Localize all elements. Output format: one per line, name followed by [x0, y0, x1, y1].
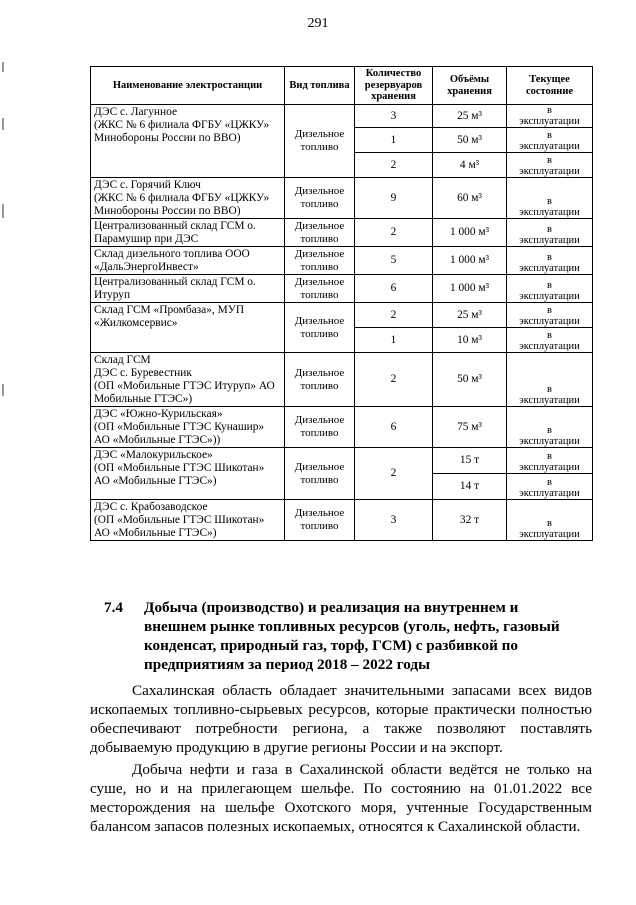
- power-stations-table: [90, 66, 593, 541]
- station-name-cell: [91, 105, 285, 178]
- cell-line: топливо: [300, 232, 339, 245]
- margin-mark: [2, 384, 4, 396]
- tank-count-cell: 3: [355, 105, 433, 128]
- cell-line: эксплуатации: [519, 141, 580, 152]
- storage-volume-cell: 50 м³: [433, 128, 507, 153]
- storage-volume-cell: 1 000 м³: [433, 219, 507, 247]
- margin-mark: [2, 62, 4, 72]
- storage-volume-cell: 14 т: [433, 474, 507, 500]
- storage-volume-cell: 50 м³: [433, 353, 507, 407]
- fuel-type-cell: [285, 303, 355, 353]
- cell-line: Парамушир при ДЭС: [94, 233, 199, 245]
- station-name-cell: [91, 219, 285, 247]
- table-row: [91, 448, 593, 474]
- cell-line: эксплуатации: [519, 316, 580, 327]
- tank-count-cell: 3: [355, 500, 433, 541]
- cell-line: в: [547, 305, 552, 316]
- table-row: [91, 275, 593, 303]
- station-name-cell: [91, 448, 285, 500]
- status-cell: [507, 219, 593, 247]
- table-row: [91, 219, 593, 247]
- tank-count-cell: 6: [355, 407, 433, 448]
- cell-line: в: [547, 280, 552, 291]
- cell-line: Склад ГСМ «Промбаза», МУП: [94, 304, 245, 316]
- cell-line: топливо: [300, 427, 339, 439]
- cell-line: Дизельное: [294, 366, 345, 379]
- cell-line: в: [547, 196, 552, 207]
- cell-line: эксплуатации: [519, 263, 580, 274]
- cell-line: (ОП «Мобильные ГТЭС Шикотан»: [94, 462, 265, 474]
- cell-line: эксплуатации: [519, 235, 580, 246]
- cell-line: топливо: [300, 260, 339, 273]
- cell-line: в: [547, 330, 552, 341]
- status-cell: [507, 474, 593, 500]
- cell-line: ДЭС с. Буревестник: [94, 367, 192, 379]
- status-cell: [507, 353, 593, 407]
- header-fuel-type: Вид топлива: [285, 67, 355, 105]
- margin-mark: [2, 204, 4, 218]
- tank-count-cell: 2: [355, 303, 433, 328]
- cell-line: Мобильные ГТЭС»): [94, 393, 193, 405]
- cell-line: в: [547, 252, 552, 263]
- tank-count-cell: 1: [355, 328, 433, 353]
- cell-line: АО «Мобильные ГТЭС»): [94, 527, 217, 539]
- cell-line: топливо: [300, 379, 339, 392]
- header-storage-volume: Объёмы хранения: [433, 67, 507, 105]
- tank-count-cell: 2: [355, 219, 433, 247]
- table-row: [91, 105, 593, 128]
- station-name-cell: [91, 353, 285, 407]
- fuel-type-cell: [285, 407, 355, 448]
- station-name-cell: [91, 178, 285, 219]
- table-row: [91, 303, 593, 328]
- cell-line: ДЭС «Южно-Курильская»: [94, 408, 223, 420]
- cell-line: (ОП «Мобильные ГТЭС Кунашир»: [94, 421, 265, 433]
- cell-line: эксплуатации: [519, 529, 580, 540]
- cell-line: топливо: [300, 198, 339, 210]
- station-name-cell: [91, 407, 285, 448]
- storage-volume-cell: 1 000 м³: [433, 247, 507, 275]
- cell-line: Минобороны России по ВВО): [94, 132, 241, 144]
- cell-line: Дизельное: [294, 247, 345, 260]
- storage-volume-cell: 75 м³: [433, 407, 507, 448]
- table-header-row: [91, 67, 593, 105]
- cell-line: топливо: [300, 288, 339, 301]
- tank-count-cell: 6: [355, 275, 433, 303]
- cell-line: в: [547, 155, 552, 166]
- cell-line: в: [547, 518, 552, 529]
- header-station-name: Наименование электростанции: [91, 67, 285, 105]
- status-cell: [507, 247, 593, 275]
- cell-line: Дизельное: [294, 414, 345, 426]
- storage-volume-cell: 1 000 м³: [433, 275, 507, 303]
- cell-line: (ОП «Мобильные ГТЭС Шикотан»: [94, 514, 265, 526]
- paragraph: Сахалинская область обладает значительными запасами всех видов ископаемых топливно-сырьевых ресурсов, которые практически полностью обеспечивают потребности региона, а также позволяют поставлять добываемую продукцию в другие регионы России и на экспорт.: [90, 682, 592, 756]
- fuel-type-cell: [285, 500, 355, 541]
- cell-line: топливо: [300, 473, 339, 486]
- cell-line: эксплуатации: [519, 207, 580, 218]
- status-cell: [507, 407, 593, 448]
- cell-line: Дизельное: [294, 275, 345, 288]
- cell-line: Минобороны России по ВВО): [94, 205, 241, 217]
- paragraph: Добыча нефти и газа в Сахалинской области ведётся не только на суше, но и на прилегающем шельфе. По состоянию на 01.01.2022 все месторождения на шельфе Охотского моря, учтенные Государственным балансом запасов полезных ископаемых, относятся к Сахалинской области.: [90, 761, 592, 835]
- tank-count-cell: 1: [355, 128, 433, 153]
- cell-line: АО «Мобильные ГТЭС»)): [94, 434, 221, 446]
- table-row: [91, 353, 593, 407]
- cell-line: эксплуатации: [519, 395, 580, 406]
- status-cell: [507, 128, 593, 153]
- cell-line: в: [547, 425, 552, 436]
- section-number: 7.4: [104, 599, 123, 616]
- tank-count-cell: 2: [355, 448, 433, 500]
- status-cell: [507, 328, 593, 353]
- station-name-cell: [91, 247, 285, 275]
- cell-line: Дизельное: [294, 314, 345, 327]
- fuel-type-cell: [285, 353, 355, 407]
- cell-line: Дизельное: [294, 507, 345, 519]
- cell-line: эксплуатации: [519, 462, 580, 473]
- body-text: [90, 681, 592, 836]
- cell-line: Итуруп: [94, 289, 131, 301]
- cell-line: Склад ГСМ: [94, 354, 151, 366]
- cell-line: ДЭС с. Горячий Ключ: [94, 179, 201, 191]
- cell-line: топливо: [300, 520, 339, 532]
- status-cell: [507, 448, 593, 474]
- storage-volume-cell: 10 м³: [433, 328, 507, 353]
- page-number: 291: [307, 16, 329, 31]
- cell-line: в: [547, 384, 552, 395]
- cell-line: Централизованный склад ГСМ о.: [94, 220, 256, 232]
- table-row: [91, 407, 593, 448]
- cell-line: в: [547, 105, 552, 116]
- fuel-type-cell: [285, 247, 355, 275]
- fuel-type-cell: [285, 105, 355, 178]
- cell-line: Централизованный склад ГСМ о.: [94, 276, 256, 288]
- cell-line: эксплуатации: [519, 488, 580, 499]
- fuel-type-cell: [285, 178, 355, 219]
- table-row: [91, 178, 593, 219]
- cell-line: (ЖКС № 6 филиала ФГБУ «ЦЖКУ»: [94, 192, 270, 204]
- status-cell: [507, 500, 593, 541]
- status-cell: [507, 105, 593, 128]
- cell-line: Дизельное: [294, 128, 345, 140]
- storage-volume-cell: 60 м³: [433, 178, 507, 219]
- status-cell: [507, 275, 593, 303]
- storage-volume-cell: 15 т: [433, 448, 507, 474]
- storage-volume-cell: 4 м³: [433, 153, 507, 178]
- cell-line: эксплуатации: [519, 166, 580, 177]
- cell-line: Дизельное: [294, 219, 345, 232]
- tank-count-cell: 2: [355, 153, 433, 178]
- storage-volume-cell: 32 т: [433, 500, 507, 541]
- storage-volume-cell: 25 м³: [433, 105, 507, 128]
- table-body: [91, 105, 593, 541]
- fuel-type-cell: [285, 448, 355, 500]
- status-cell: [507, 178, 593, 219]
- tank-count-cell: 2: [355, 353, 433, 407]
- cell-line: эксплуатации: [519, 291, 580, 302]
- cell-line: (ЖКС № 6 филиала ФГБУ «ЦЖКУ»: [94, 119, 270, 131]
- cell-line: топливо: [300, 327, 339, 340]
- cell-line: в: [547, 477, 552, 488]
- station-name-cell: [91, 275, 285, 303]
- cell-line: Склад дизельного топлива ООО: [94, 248, 250, 260]
- cell-line: эксплуатации: [519, 436, 580, 447]
- fuel-type-cell: [285, 275, 355, 303]
- tank-count-cell: 5: [355, 247, 433, 275]
- margin-mark: [2, 118, 4, 130]
- station-name-cell: [91, 500, 285, 541]
- status-cell: [507, 153, 593, 178]
- cell-line: ДЭС с. Крабозаводское: [94, 501, 208, 513]
- station-name-cell: [91, 303, 285, 353]
- cell-line: эксплуатации: [519, 341, 580, 352]
- table-row: [91, 247, 593, 275]
- storage-volume-cell: 25 м³: [433, 303, 507, 328]
- cell-line: (ОП «Мобильные ГТЭС Итуруп» АО: [94, 380, 275, 392]
- header-tank-count: Количество резервуаров хранения: [355, 67, 433, 105]
- section-title: Добыча (производство) и реализация на внутреннем и внешнем рынке топливных ресурсов (уголь, нефть, газовый конденсат, природный газ, торф, ГСМ) с разбивкой по предприятиям за период 2018 – 2022 годы: [144, 599, 560, 673]
- cell-line: АО «Мобильные ГТЭС»): [94, 475, 217, 487]
- cell-line: «Жилкомсервис»: [94, 317, 178, 329]
- cell-line: топливо: [300, 141, 339, 153]
- cell-line: Дизельное: [294, 185, 345, 197]
- fuel-type-cell: [285, 219, 355, 247]
- cell-line: ДЭС с. Лагунное: [94, 106, 177, 118]
- status-cell: [507, 303, 593, 328]
- cell-line: ДЭС «Малокурильское»: [94, 449, 213, 461]
- section-heading: [104, 598, 574, 674]
- cell-line: в: [547, 224, 552, 235]
- cell-line: в: [547, 130, 552, 141]
- cell-line: «ДальЭнергоИнвест»: [94, 261, 199, 273]
- table-row: [91, 500, 593, 541]
- tank-count-cell: 9: [355, 178, 433, 219]
- header-current-status: Текущее состояние: [507, 67, 593, 105]
- cell-line: в: [547, 451, 552, 462]
- cell-line: Дизельное: [294, 460, 345, 473]
- cell-line: эксплуатации: [519, 116, 580, 127]
